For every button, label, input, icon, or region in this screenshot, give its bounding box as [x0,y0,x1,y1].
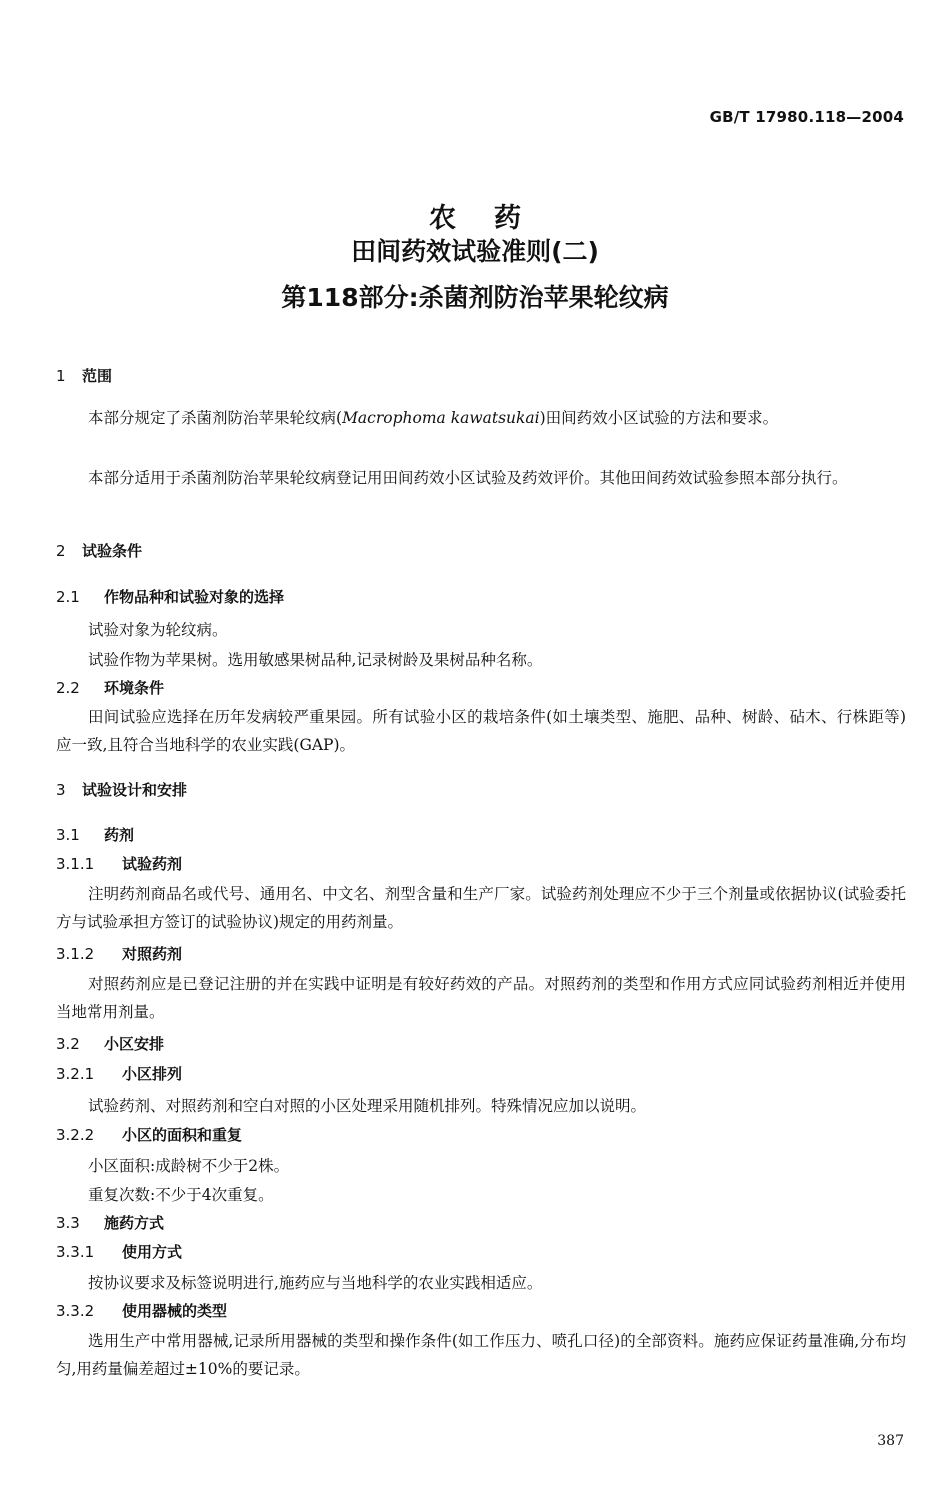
section-2-1-line-2: 试验作物为苹果树。选用敏感果树品种,记录树龄及果树品种名称。 [88,651,543,669]
section-2-2-paragraph: 田间试验应选择在历年发病较严重果园。所有试验小区的栽培条件(如土壤类型、施肥、品种、树龄、砧木、行株距等)应一致,且符合当地科学的农业实践(GAP)。 [56,708,906,754]
section-number: 2 [56,542,66,560]
section-title: 使用器械的类型 [122,1302,228,1320]
section-title: 作物品种和试验对象的选择 [104,588,285,606]
section-number: 3.3.2 [56,1302,95,1320]
section-3-1-2-paragraph: 对照药剂应是已登记注册的并在实践中证明是有较好药效的产品。对照药剂的类型和作用方式应同试验药剂相近并使用当地常用剂量。 [56,975,906,1021]
text-run: )田间药效小区试验的方法和要求。 [539,409,779,427]
section-number: 3.1.2 [56,945,95,963]
section-number: 3.2 [56,1035,80,1053]
page-number: 387 [877,1433,904,1449]
section-number: 3.3.1 [56,1243,95,1261]
section-number: 3.2.1 [56,1065,95,1083]
section-title: 施药方式 [104,1214,165,1232]
section-3-1-1-paragraph: 注明药剂商品名或代号、通用名、中文名、剂型含量和生产厂家。试验药剂处理应不少于三个剂量或依据协议(试验委托方与试验承担方签订的试验协议)规定的用药剂量。 [56,885,906,931]
section-number: 3.3 [56,1214,80,1232]
section-1-heading [56,365,906,386]
section-3-3-2-heading [56,1300,906,1321]
section-3-heading [56,779,906,800]
section-2-2-heading [56,677,906,698]
section-title: 对照药剂 [122,945,183,963]
section-title: 试验条件 [82,542,143,560]
section-3-3-2-paragraph: 选用生产中常用器械,记录所用器械的类型和操作条件(如工作压力、喷孔口径)的全部资料。施药应保证药量准确,分布均匀,用药量偏差超过±10%的要记录。 [56,1332,906,1378]
section-2-heading [56,540,906,561]
title-line-2: 田间药效试验准则(二) [351,237,599,266]
section-3-3-1-heading [56,1241,906,1262]
section-number: 2.1 [56,588,80,606]
section-number: 3.2.2 [56,1126,95,1144]
section-number: 3.1 [56,826,80,844]
section-1-paragraph-1 [56,404,906,432]
text-run: 本部分规定了杀菌剂防治苹果轮纹病( [88,409,343,427]
scientific-name: Macrophoma kawatsukai [342,409,540,427]
section-title: 药剂 [104,826,135,844]
section-number: 3.1.1 [56,855,95,873]
section-3-3-heading [56,1212,906,1233]
section-2-1-heading [56,586,906,607]
title-line-3: 第118部分:杀菌剂防治苹果轮纹病 [281,283,669,312]
section-number: 1 [56,367,66,385]
section-title: 小区安排 [104,1035,165,1053]
section-3-2-1-heading [56,1063,906,1084]
section-3-2-1-line: 试验药剂、对照药剂和空白对照的小区处理采用随机排列。特殊情况应加以说明。 [88,1097,647,1115]
section-title: 使用方式 [122,1243,183,1261]
section-title: 环境条件 [104,679,165,697]
section-title: 试验设计和安排 [82,781,188,799]
section-2-1-line-1: 试验对象为轮纹病。 [88,621,228,639]
section-title: 范围 [82,367,113,385]
section-3-1-heading [56,824,906,845]
section-number: 2.2 [56,679,80,697]
section-3-2-heading [56,1033,906,1054]
section-title: 试验药剂 [122,855,183,873]
section-3-2-2-line-2: 重复次数:不少于4次重复。 [88,1186,274,1204]
section-title: 小区排列 [122,1065,183,1083]
section-3-2-2-line-1: 小区面积:成龄树不少于2株。 [88,1157,290,1175]
section-3-3-1-line: 按协议要求及标签说明进行,施药应与当地科学的农业实践相适应。 [88,1274,543,1292]
section-1-paragraph-2: 本部分适用于杀菌剂防治苹果轮纹病登记用田间药效小区试验及药效评价。其他田间药效试验参照本部分执行。 [88,469,848,487]
section-3-2-2-heading [56,1124,906,1145]
section-title: 小区的面积和重复 [122,1126,243,1144]
title-line-1: 农药 [429,203,559,234]
section-number: 3 [56,781,66,799]
standard-number: GB/T 17980.118—2004 [709,108,904,126]
section-3-1-2-heading [56,943,906,964]
section-3-1-1-heading [56,853,906,874]
